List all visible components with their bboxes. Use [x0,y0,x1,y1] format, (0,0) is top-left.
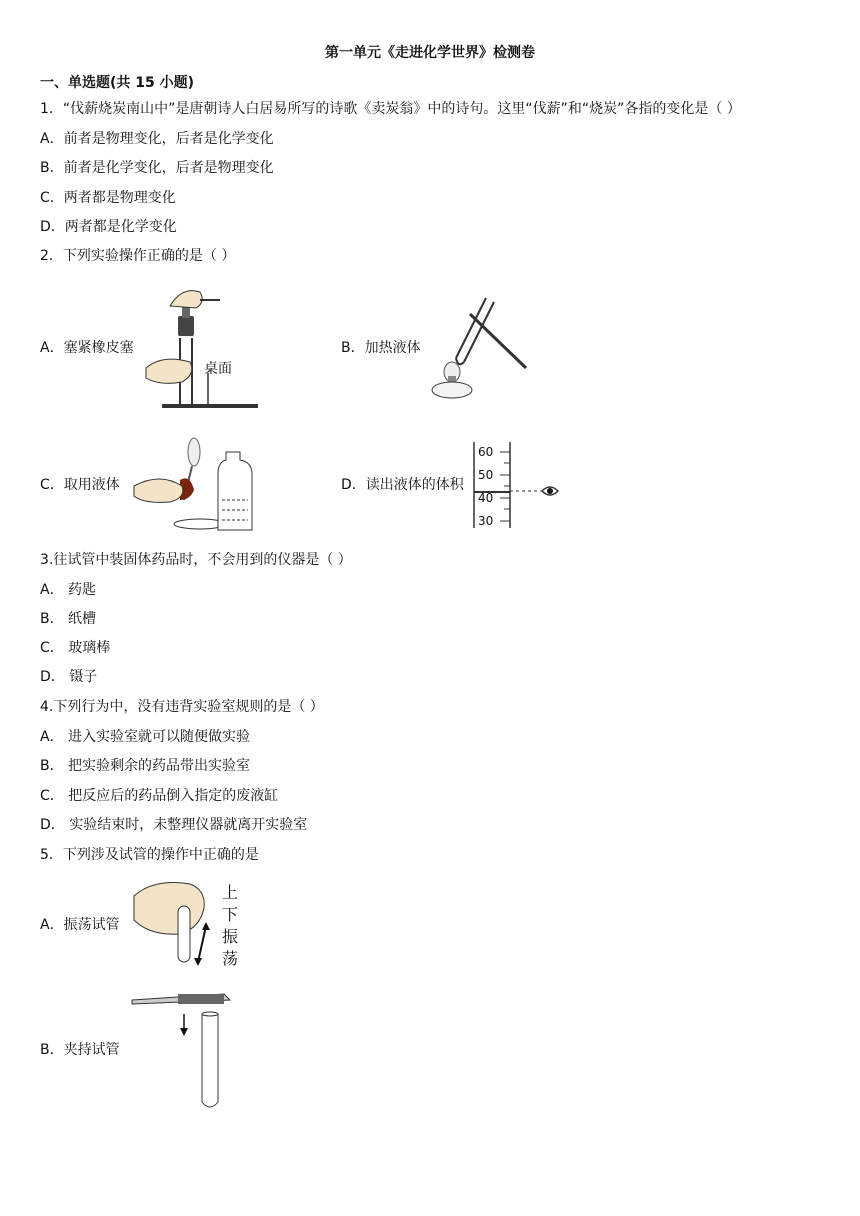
q2-figD-tick-50: 50 [478,468,494,482]
q5-option-a: A．振荡试管 [40,917,120,933]
q3-stem: 3.往试管中装固体药品时，不会用到的仪器是（ ） [40,552,352,568]
q2-option-b: B．加热液体 [341,340,421,356]
q5-figA-text-shang: 上 [222,883,239,902]
reading-volume-illustration [472,438,564,532]
taking-liquid-illustration [130,430,270,534]
q1-option-b: B．前者是化学变化，后者是物理变化 [40,160,274,176]
q4-option-d: D． 实验结束时，未整理仪器就离开实验室 [40,817,308,833]
q2-figD-tick-40: 40 [478,491,494,505]
heating-liquid-illustration [426,294,536,404]
q2-option-c: C．取用液体 [40,477,120,493]
q5-figA-text-zhen: 振 [222,927,239,946]
q2-option-d: D．读出液体的体积 [341,477,464,493]
q4-stem: 4.下列行为中，没有违背实验室规则的是（ ） [40,699,324,715]
q3-option-d: D． 镊子 [40,669,98,685]
q2-option-a: A．塞紧橡皮塞 [40,340,134,356]
shaking-tube-illustration [130,876,246,972]
q3-option-b: B． 纸槽 [40,611,97,627]
q1-option-d: D．两者都是化学变化 [40,219,177,235]
q2-figA-label: 桌面 [204,361,232,377]
q4-option-c: C． 把反应后的药品倒入指定的废液缸 [40,788,279,804]
q5-stem: 5．下列涉及试管的操作中正确的是 [40,847,259,863]
q5-figA-text-dang: 荡 [222,949,239,968]
rubber-stopper-illustration [140,278,260,413]
q4-option-b: B． 把实验剩余的药品带出实验室 [40,758,251,774]
q5-figA-text-xia: 下 [222,905,239,924]
q2-stem: 2．下列实验操作正确的是（ ） [40,248,236,264]
section-heading: 一、单选题(共 15 小题) [40,75,195,91]
q3-option-c: C． 玻璃棒 [40,640,111,656]
q1-option-a: A．前者是物理变化，后者是化学变化 [40,131,274,147]
q4-option-a: A． 进入实验室就可以随便做实验 [40,729,251,745]
holding-tube-illustration [128,990,248,1116]
q2-figD-tick-60: 60 [478,445,494,459]
q1-option-c: C．两者都是物理变化 [40,190,176,206]
q3-option-a: A． 药匙 [40,582,97,598]
q1-stem: 1．“伐薪烧炭南山中”是唐朝诗人白居易所写的诗歌《卖炭翁》中的诗句。这里“伐薪”和“烧炭”各指的变化是（ ） [40,101,741,117]
page-title: 第一单元《走进化学世界》检测卷 [325,45,535,61]
q2-figD-tick-30: 30 [478,514,494,528]
q5-option-b: B．夹持试管 [40,1042,120,1058]
